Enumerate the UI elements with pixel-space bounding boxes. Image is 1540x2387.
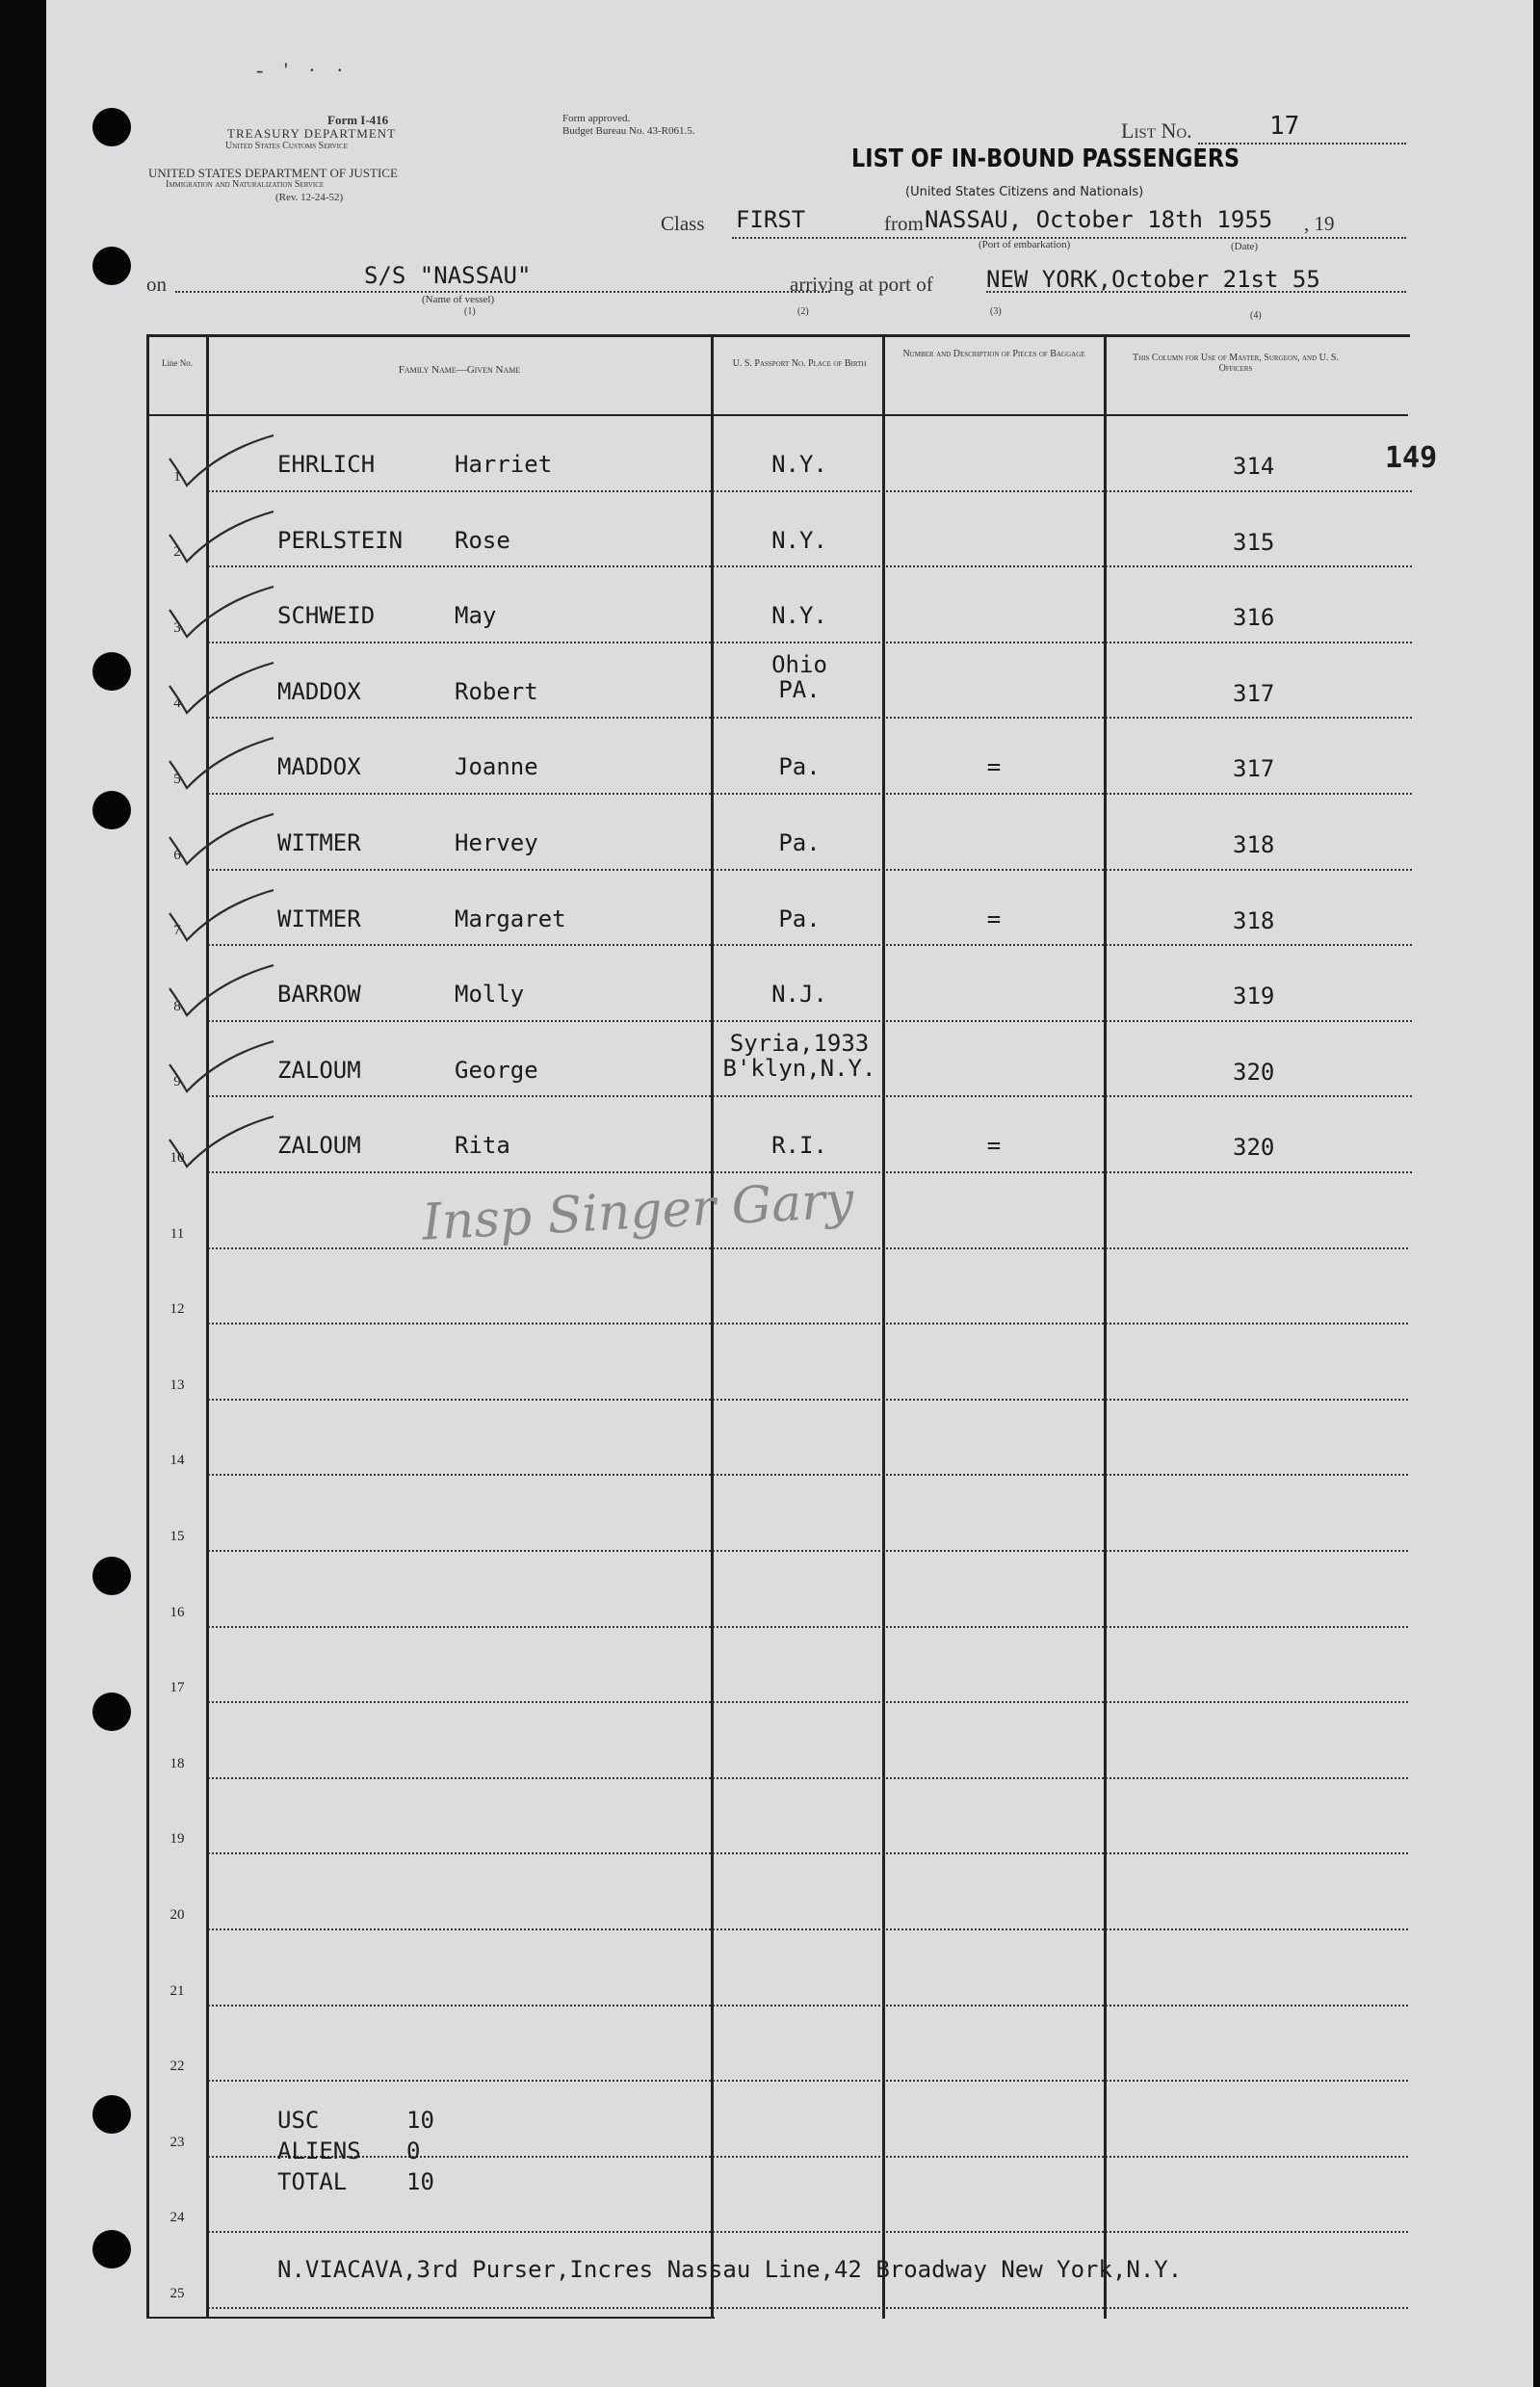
year-suffix: , 19: [1304, 212, 1335, 235]
binder-hole: [92, 791, 131, 829]
usc-count: 10: [406, 2107, 434, 2134]
line-number: 10: [170, 1150, 185, 1166]
line-number: 5: [173, 772, 181, 787]
row-divider: [208, 490, 1412, 492]
binder-hole: [92, 108, 131, 146]
family-name: PERLSTEIN: [277, 526, 404, 554]
check-mark-icon: [166, 430, 281, 497]
place-of-birth: N.J.: [771, 981, 827, 1009]
place-of-birth: R.I.: [771, 1132, 827, 1160]
row-divider: [208, 2231, 1408, 2233]
given-name: Hervey: [455, 829, 538, 856]
header-officers: This Column for Use of Master, Surgeon, and U. S. Officers: [1133, 353, 1339, 374]
line-number: 1: [173, 468, 181, 485]
line-number: 22: [170, 2059, 185, 2075]
immigration-service: Immigration and Naturalization Service: [166, 179, 325, 190]
line-number: 24: [170, 2210, 185, 2226]
row-divider: [208, 2080, 1408, 2082]
from-label: from: [884, 212, 924, 235]
place-of-birth: N.Y.: [771, 602, 827, 630]
check-mark-icon: [166, 657, 281, 724]
page-number: 149: [1385, 441, 1438, 475]
line-number: 13: [170, 1377, 185, 1393]
col1-caption: (1): [464, 306, 476, 317]
line-number: 25: [170, 2286, 185, 2301]
officer-number: 317: [1233, 755, 1275, 783]
place-of-birth: N.Y.: [771, 451, 827, 478]
check-mark-icon: [166, 884, 281, 952]
place-of-birth: Pa.: [778, 753, 821, 781]
baggage-col-border: [1104, 334, 1107, 2319]
officer-number: 316: [1233, 604, 1275, 632]
row-divider: [208, 869, 1412, 871]
place-of-birth: Ohio: [771, 650, 827, 678]
binder-hole: [92, 1557, 131, 1595]
row-divider: [208, 1095, 1412, 1097]
header-line-no: Line No.: [162, 358, 193, 368]
row-divider: [208, 944, 1412, 946]
row-divider: [208, 1626, 1408, 1628]
given-name: Rose: [455, 526, 510, 554]
officer-number: 320: [1233, 1134, 1275, 1162]
binder-hole: [92, 1692, 131, 1731]
total-label: TOTAL: [277, 2168, 348, 2195]
binder-hole: [92, 247, 131, 285]
line-number: 8: [173, 998, 181, 1014]
line-number: 4: [173, 695, 181, 712]
class-value: FIRST: [736, 206, 806, 233]
table-bottom-border: [146, 2317, 715, 2319]
family-name: EHRLICH: [277, 451, 376, 478]
place-of-birth: Syria,1933: [729, 1029, 870, 1057]
manifest-page: [46, 0, 1533, 2387]
check-mark-icon: [166, 581, 281, 648]
check-mark-icon: [166, 1036, 281, 1103]
header-name: Family Name—Given Name: [398, 364, 521, 376]
line-number: 7: [173, 923, 181, 939]
family-name: ZALOUM: [277, 1132, 361, 1160]
given-name: Robert: [455, 677, 538, 705]
baggage-mark: =: [986, 1132, 1002, 1160]
row-divider: [208, 1777, 1408, 1779]
vessel-underline: [175, 291, 830, 293]
given-name: Rita: [455, 1132, 510, 1160]
given-name: George: [455, 1056, 538, 1084]
customs-service: United States Customs Service: [225, 141, 348, 151]
family-name: SCHWEID: [277, 602, 376, 630]
from-value: NASSAU, October 18th 1955: [925, 206, 1273, 233]
row-divider: [208, 1323, 1408, 1325]
given-name: May: [455, 602, 497, 630]
row-divider: [208, 1701, 1408, 1703]
name-col-border: [711, 334, 714, 2319]
place-of-birth: Pa.: [778, 905, 821, 932]
row-divider: [208, 1247, 1408, 1249]
arriving-value: NEW YORK,October 21st 55: [986, 266, 1320, 293]
baggage-mark: =: [986, 753, 1002, 781]
binder-hole: [92, 652, 131, 691]
line-number: 12: [170, 1301, 185, 1318]
arriving-underline: [986, 291, 1406, 293]
document-subtitle: (United States Citizens and Nationals): [905, 185, 1144, 199]
place-of-birth: N.Y.: [771, 526, 827, 554]
officer-number: 318: [1233, 831, 1275, 858]
row-divider: [208, 717, 1412, 719]
line-number: 18: [170, 1755, 185, 1771]
total-count: 10: [406, 2168, 434, 2195]
line-number: 16: [170, 1604, 185, 1620]
row-divider: [208, 1020, 1412, 1022]
table-top-border: [146, 334, 1410, 337]
officer-number: 315: [1233, 528, 1275, 556]
family-name: ZALOUM: [277, 1056, 361, 1084]
row-divider: [208, 1928, 1408, 1930]
row-divider: [208, 565, 1412, 567]
officer-number: 314: [1233, 453, 1275, 480]
line-number: 15: [170, 1529, 185, 1544]
check-mark-icon: [166, 808, 281, 876]
usc-label: USC: [277, 2107, 320, 2134]
date-caption: (Date): [1231, 241, 1259, 252]
port-embark-caption: (Port of embarkation): [979, 239, 1071, 250]
binder-hole: [92, 2095, 131, 2134]
on-label: on: [146, 273, 167, 296]
row-divider: [208, 1474, 1408, 1476]
check-mark-icon: [166, 959, 281, 1027]
family-name: BARROW: [277, 981, 361, 1009]
row-divider: [208, 1550, 1408, 1552]
line-number: 14: [170, 1453, 185, 1469]
treasury-dept: TREASURY DEPARTMENT: [227, 126, 397, 141]
place-of-birth-2: PA.: [778, 675, 821, 703]
table-left-border: [146, 334, 149, 2319]
line-number: 11: [170, 1225, 185, 1242]
aliens-count: 0: [406, 2138, 421, 2164]
officer-number: 317: [1233, 679, 1275, 707]
family-name: MADDOX: [277, 753, 361, 781]
header-baggage: Number and Description of Pieces of Baggage: [902, 349, 1085, 359]
line-number: 9: [173, 1074, 181, 1090]
passport-col-border: [882, 334, 885, 2319]
col3-caption: (3): [990, 306, 1002, 317]
arriving-label: arriving at port of: [790, 273, 933, 296]
check-mark-icon: [166, 732, 281, 800]
check-mark-icon: [166, 1111, 281, 1178]
row-divider: [208, 1852, 1408, 1854]
given-name: Joanne: [455, 753, 538, 781]
family-name: WITMER: [277, 829, 361, 856]
line-number: 20: [170, 1907, 185, 1923]
binder-hole: [92, 2230, 131, 2269]
list-no-value: 17: [1269, 112, 1300, 141]
document-title: LIST OF IN-BOUND PASSENGERS: [851, 144, 1240, 173]
class-label: Class: [661, 212, 705, 235]
line-number: 3: [173, 619, 181, 636]
baggage-mark: =: [986, 905, 1002, 932]
aliens-label: ALIENS: [277, 2138, 361, 2164]
revision-date: (Rev. 12-24-52): [275, 192, 344, 203]
vessel-name: S/S "NASSAU": [364, 262, 532, 289]
header-bottom-border: [146, 414, 1408, 416]
purser-signature-line: N.VIACAVA,3rd Purser,Incres Nassau Line,42 Broadway New York,N.Y.: [277, 2256, 1183, 2283]
inspector-signature: Insp Singer Gary: [420, 1171, 855, 1252]
budget-bureau: Budget Bureau No. 43-R061.5.: [562, 125, 695, 137]
form-number: Form I-416: [327, 113, 389, 127]
family-name: WITMER: [277, 905, 361, 932]
col4-caption: (4): [1250, 310, 1262, 321]
row-divider: [208, 1399, 1408, 1401]
list-no-label: List No.: [1121, 118, 1192, 143]
family-name: MADDOX: [277, 677, 361, 705]
given-name: Harriet: [455, 451, 553, 478]
line-number: 17: [170, 1680, 185, 1696]
given-name: Margaret: [455, 905, 566, 932]
row-divider: [208, 793, 1412, 795]
row-divider: [208, 642, 1412, 643]
justice-dept: UNITED STATES DEPARTMENT OF JUSTICE: [148, 166, 398, 180]
line-number: 23: [170, 2134, 185, 2150]
row-divider: [208, 2307, 1408, 2309]
given-name: Molly: [455, 981, 525, 1009]
place-of-birth: Pa.: [778, 829, 821, 856]
col2-caption: (2): [797, 306, 809, 317]
officer-number: 319: [1233, 983, 1275, 1010]
line-number: 2: [173, 544, 181, 561]
officer-number: 318: [1233, 906, 1275, 934]
vessel-caption: (Name of vessel): [422, 294, 495, 305]
officer-number: 320: [1233, 1058, 1275, 1086]
form-approved: Form approved.: [562, 113, 631, 124]
check-mark-icon: [166, 506, 281, 573]
line-number: 21: [170, 1982, 185, 1999]
row-divider: [208, 2005, 1408, 2007]
line-number: 19: [170, 1831, 185, 1848]
place-of-birth-2: B'klyn,N.Y.: [722, 1054, 876, 1082]
top-marks: - ' · ·: [256, 58, 352, 82]
totals-block: [277, 2105, 434, 2197]
header-passport: U. S. Passport No. Place of Birth: [732, 358, 867, 369]
line-number: 6: [173, 847, 181, 863]
